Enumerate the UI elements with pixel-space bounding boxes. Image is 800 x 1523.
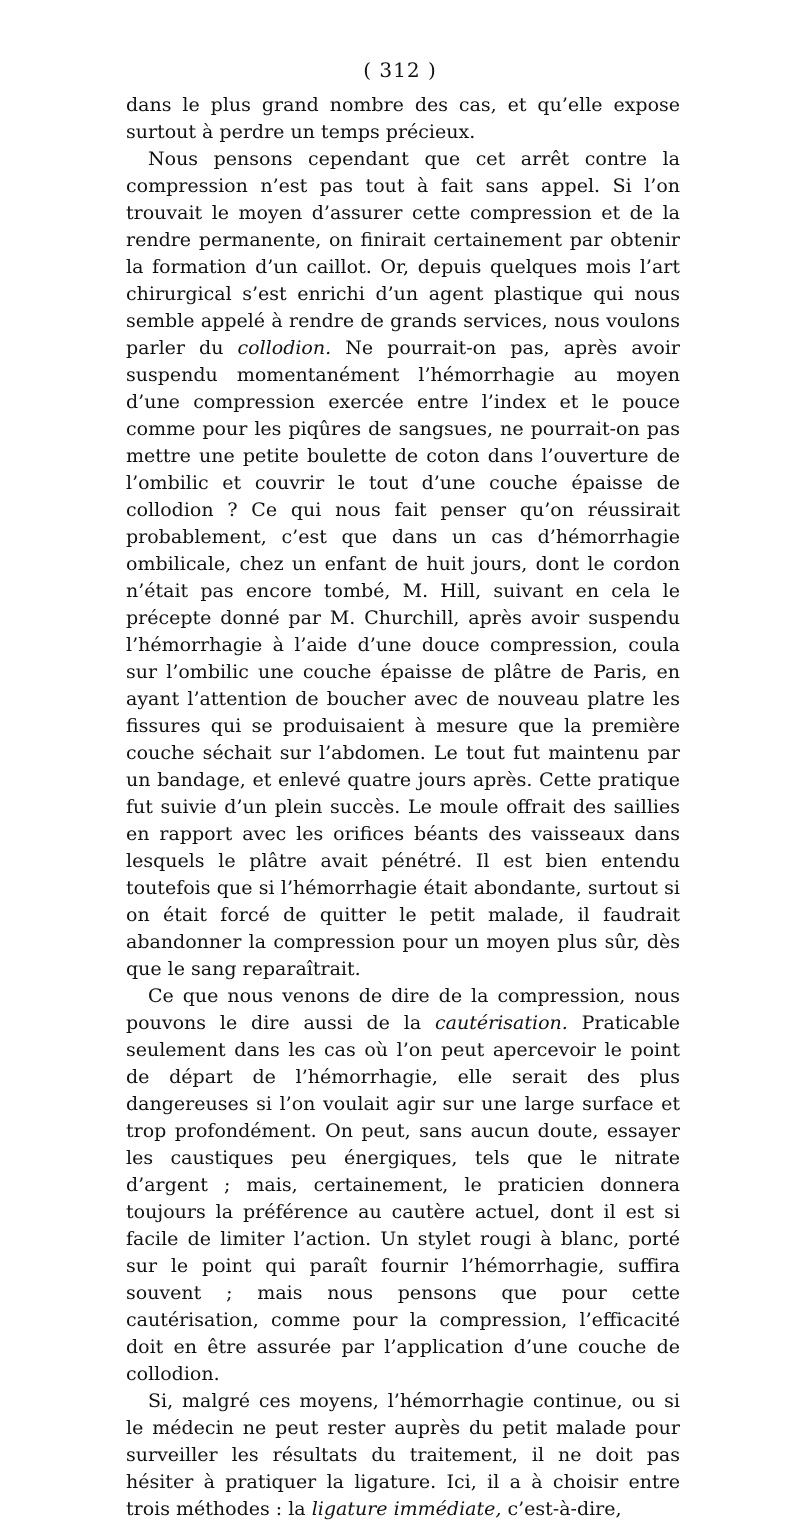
paragraph-1-text: dans le plus grand nombre des cas, et qu’elle expose surtout à perdre un temps précieux. — [126, 94, 680, 143]
page-text — [126, 92, 680, 1523]
paragraph-4 — [126, 1388, 680, 1523]
paragraph-2-text-after: Ne pourrait-on pas, après avoir suspendu momentanément l’hémorrhagie au moyen d’une compression exercée entre l’index et le pouce comme pour les piqûres de sangsues, ne pourrait-on pas mettre une petite boulette de coton dans l’ouverture de l’ombilic et couvrir le tout d’une couche épaisse de collodion ? Ce qui nous fait penser qu’on réussirait probablement, c’est que dans un cas d’hémorrhagie ombilicale, chez un enfant de huit jours, dont le cordon n’était pas encore tombé, M. Hill, suivant en cela le précepte donné par M. Churchill, après avoir suspendu l’hémorrhagie à l’aide d’une douce compression, coula sur l’ombilic une couche épaisse de plâtre de Paris, en ayant l’attention de boucher avec de nouveau platre les fissures qui se produisaient à mesure que la première couche séchait sur l’abdomen. Le tout fut maintenu par un bandage, et enlevé quatre jours après. Cette pratique fut suivie d’un plein succès. Le moule offrait des saillies en rapport avec les orifices béants des vaisseaux dans lesquels le plâtre avait pénétré. Il est bien entendu toutefois que si l’hémorrhagie était abondante, surtout si on était forcé de quitter le petit malade, il faudrait abandonner la compression pour un moyen plus sûr, dès que le sang reparaîtrait. — [126, 337, 680, 980]
paragraph-3 — [126, 983, 680, 1388]
paragraph-4-text-before: Si, malgré ces moyens, l’hémorrhagie continue, ou si le médecin ne peut rester auprès du petit malade pour surveiller les résultats du traitement, il ne doit pas hésiter à pratiquer la ligature. Ici, il a à choisir entre trois méthodes : la — [126, 1390, 680, 1520]
paragraph-2-text-before: Nous pensons cependant que cet arrêt contre la compression n’est pas tout à fait sans appel. Si l’on trouvait le moyen d’assurer cette compression et de la rendre permanente, on finirait certainement par obtenir la formation d’un caillot. Or, depuis quelques mois l’art chirurgical s’est enrichi d’un agent plastique qui nous semble appelé à rendre de grands services, nous voulons parler du — [126, 148, 680, 359]
page-number: ( 312 ) — [363, 58, 437, 82]
paragraph-4-text-after: c’est-à-dire, — [501, 1498, 622, 1520]
paragraph-3-text-after: Praticable seulement dans les cas où l’on peut apercevoir le point de départ de l’hémorrhagie, elle serait des plus dangereuses si l’on voulait agir sur une large surface et trop profondément. On peut, sans aucun doute, essayer les caustiques peu énergiques, tels que le nitrate d’argent ; mais, certainement, le praticien donnera toujours la préférence au cautère actuel, dont il est si facile de limiter l’action. Un stylet rougi à blanc, porté sur le point qui paraît fournir l’hémorrhagie, suffira souvent ; mais nous pensons que pour cette cautérisation, comme pour la compression, l’efficacité doit en être assurée par l’application d’une couche de collodion. — [126, 1012, 681, 1385]
paragraph-2 — [126, 146, 680, 983]
paragraph-4-emphasis: ligature immédiate, — [311, 1498, 502, 1520]
paragraph-3-emphasis: cautérisation. — [435, 1012, 568, 1034]
paragraph-1 — [126, 92, 680, 146]
paragraph-2-emphasis: collodion. — [237, 337, 332, 359]
paragraph-3-text-before: Ce que nous venons de dire de la compression, nous pouvons le dire aussi de la — [126, 985, 680, 1034]
